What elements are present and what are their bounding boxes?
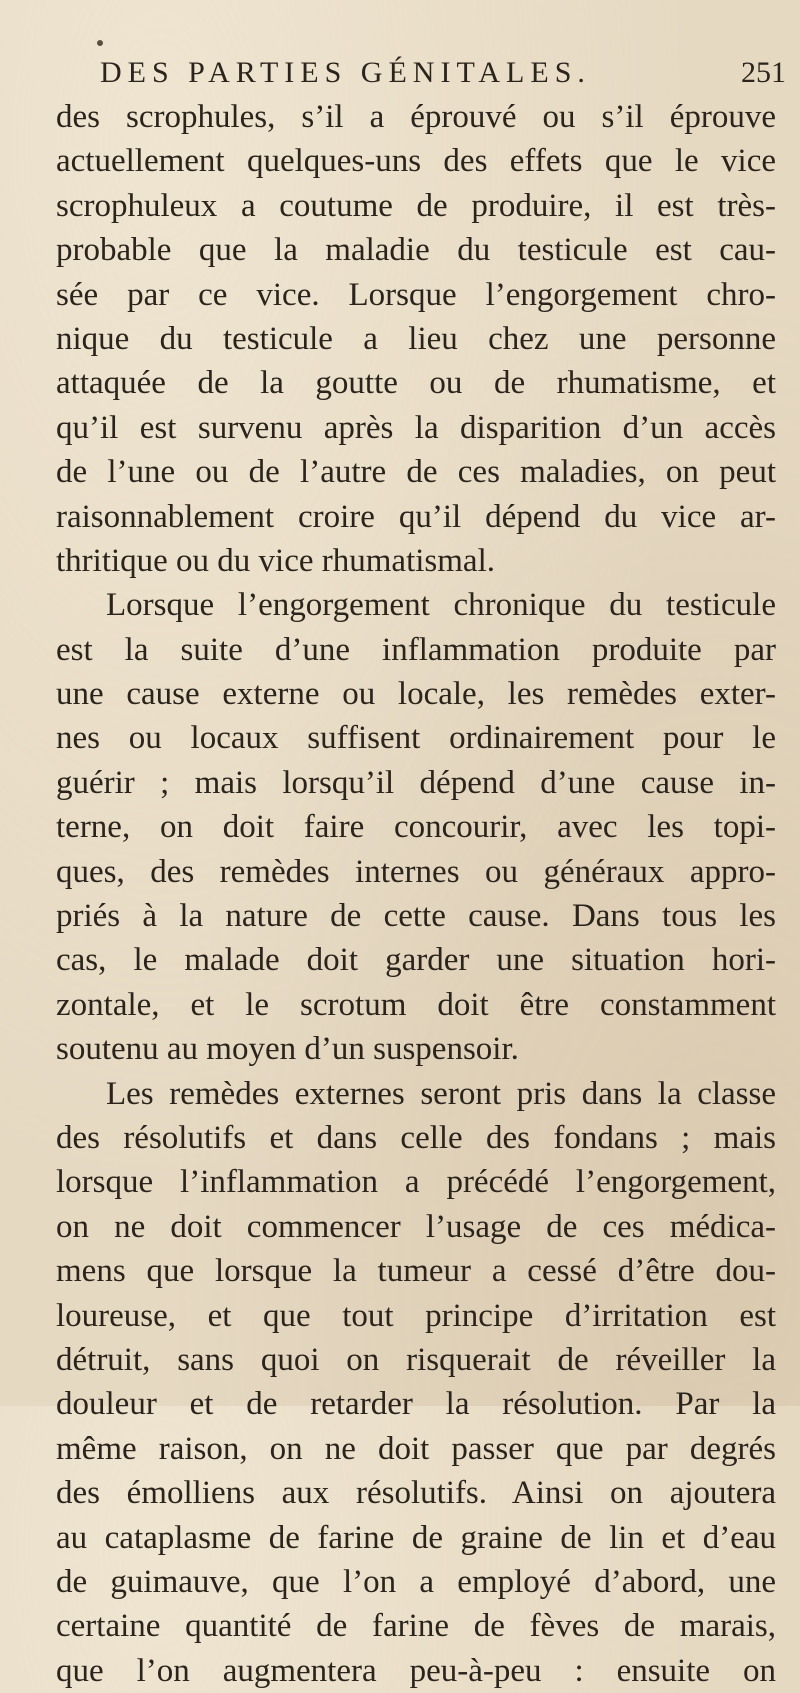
text-line: est la suite d’une inflammation produite par <box>56 631 776 668</box>
text-line: ques, des remèdes internes ou généraux appro- <box>56 853 776 890</box>
text-line: qu’il est survenu après la disparition d’un accès <box>56 409 776 446</box>
text-line: cas, le malade doit garder une situation hori- <box>56 942 776 979</box>
text-line: même raison, on ne doit passer que par degrés <box>56 1430 776 1467</box>
text-line: des scrophules, s’il a éprouvé ou s’il éprouve <box>56 99 776 135</box>
running-head <box>100 56 790 96</box>
text-line: zontale, et le scrotum doit être constamment <box>56 986 776 1023</box>
text-line: guérir ; mais lorsqu’il dépend d’une cause in- <box>56 764 776 801</box>
text-line: des émolliens aux résolutifs. Ainsi on ajoutera <box>56 1475 776 1512</box>
text-line: priés à la nature de cette cause. Dans tous les <box>56 898 776 935</box>
text-line: mens que lorsque la tumeur a cessé d’être dou- <box>56 1253 776 1290</box>
text-line: loureuse, et que tout principe d’irritation est <box>56 1297 776 1334</box>
text-line: on ne doit commencer l’usage de ces médica- <box>56 1208 776 1245</box>
text-line: terne, on doit faire concourir, avec les topi- <box>56 809 776 846</box>
text-line: certaine quantité de farine de fèves de marais, <box>56 1608 776 1645</box>
body-text <box>56 95 776 1693</box>
ink-speck <box>97 40 103 46</box>
text-line: lorsque l’inflammation a précédé l’engorgement, <box>56 1164 776 1201</box>
text-line: sée par ce vice. Lorsque l’engorgement chro- <box>56 276 776 313</box>
paragraph <box>56 95 776 583</box>
text-line: actuellement quelques-uns des effets que le vice <box>56 143 776 180</box>
running-title: DES PARTIES GÉNITALES. <box>100 56 591 89</box>
text-line: des résolutifs et dans celle des fondans ; mais <box>56 1119 776 1156</box>
text-line: une cause externe ou locale, les remèdes exter- <box>56 676 776 713</box>
paragraph <box>56 583 776 1071</box>
paragraph <box>56 1072 776 1693</box>
text-line: Les remèdes externes seront pris dans la classe <box>106 1075 776 1112</box>
text-line: probable que la maladie du testicule est cau- <box>56 232 776 269</box>
text-line: attaquée de la goutte ou de rhumatisme, et <box>56 365 776 402</box>
text-line: raisonnablement croire qu’il dépend du vice ar- <box>56 498 776 535</box>
text-line: que l’on augmentera peu-à-peu : ensuite on <box>56 1652 776 1689</box>
text-line: de l’une ou de l’autre de ces maladies, on peut <box>56 454 776 491</box>
text-line: nes ou locaux suffisent ordinairement pour le <box>56 720 776 757</box>
text-line: douleur et de retarder la résolution. Par la <box>56 1386 776 1423</box>
text-line: au cataplasme de farine de graine de lin et d’eau <box>56 1519 776 1556</box>
page-number: 251 <box>741 56 786 89</box>
text-line: de guimauve, que l’on a employé d’abord, une <box>56 1563 776 1600</box>
text-line: Lorsque l’engorgement chronique du testicule <box>106 587 776 624</box>
text-line: nique du testicule a lieu chez une personne <box>56 320 776 357</box>
text-line: scrophuleux a coutume de produire, il est très- <box>56 187 776 224</box>
text-line: soutenu au moyen d’un suspensoir. <box>56 1031 519 1068</box>
text-line: détruit, sans quoi on risquerait de réveiller la <box>56 1341 776 1378</box>
text-line: thritique ou du vice rhumatismal. <box>56 542 495 579</box>
